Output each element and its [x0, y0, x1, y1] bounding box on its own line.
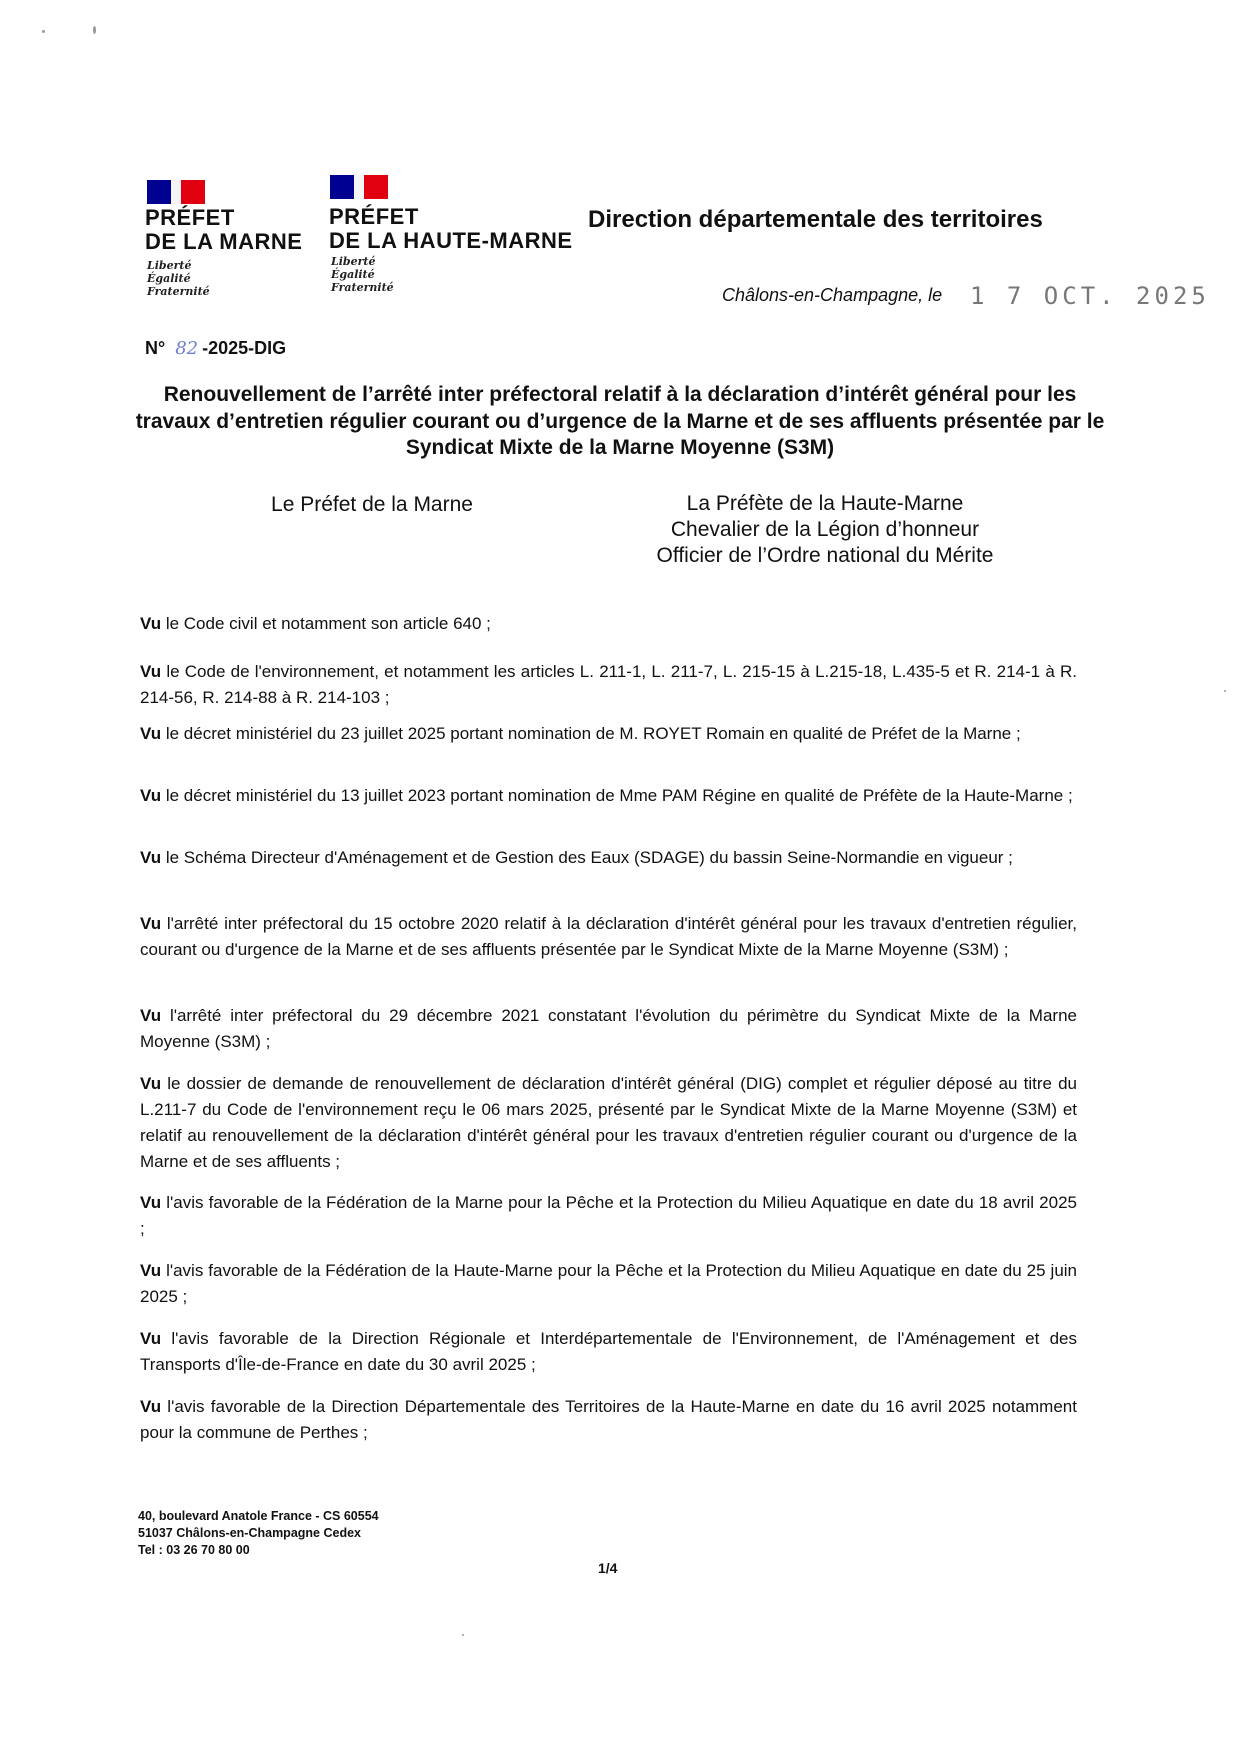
consideration-item: Vu le Code de l'environnement, et notamment les articles L. 211-1, L. 211-7, L. 215-15 à L.215-18, L.435-5 et R. 214-1 à R. 214-56, R. 214-88 à R. 214-103 ;: [140, 662, 1077, 707]
direction-title: Direction départementale des territoires: [588, 206, 1043, 233]
republic-motto: Liberté Égalité Fraternité: [331, 255, 394, 294]
page-number: 1/4: [598, 1560, 618, 1576]
consideration-item: Vu le décret ministériel du 23 juillet 2025 portant nomination de M. ROYET Romain en qualité de Préfet de la Marne ;: [140, 724, 1021, 743]
territory-label: DE LA HAUTE-MARNE: [329, 228, 573, 253]
consideration-item: Vu le décret ministériel du 13 juillet 2023 portant nomination de Mme PAM Régine en qualité de Préfète de la Haute-Marne ;: [140, 786, 1073, 805]
scan-speck: [462, 1634, 464, 1636]
consideration-item: Vu l'avis favorable de la Fédération de la Haute-Marne pour la Pêche et la Protection du Milieu Aquatique en date du 25 juin 2025 ;: [140, 1261, 1078, 1306]
consideration-item: Vu le Code civil et notamment son article 640 ;: [140, 614, 491, 633]
page-title: Renouvellement de l’arrêté inter préfectoral relatif à la déclaration d’intérêt général pour les travaux d’entretien régulier courant ou d’urgence de la Marne et de ses affluents présentée par le Syndicat Mixte de la Marne Moyenne (S3M): [135, 383, 1105, 459]
signatory-left: Le Préfet de la Marne: [271, 493, 473, 516]
handwritten-number: 82: [175, 338, 199, 359]
signatory-right: La Préfète de la Haute-Marne Chevalier de la Légion d’honneur Officier de l’Ordre national du Mérite: [656, 492, 994, 567]
french-flag-logo: [147, 180, 205, 204]
consideration-item: Vu l'avis favorable de la Fédération de la Marne pour la Pêche et la Protection du Milieu Aquatique en date du 18 avril 2025 ;: [140, 1193, 1077, 1238]
scan-speck: [42, 30, 45, 33]
consideration-item: Vu le dossier de demande de renouvellement de déclaration d'intérêt général (DIG) complet et régulier déposé au titre du L.211-7 du Code de l'environnement reçu le 06 mars 2025, présenté par le Syndicat Mixte de la Marne Moyenne (S3M) et relatif au renouvellement de la déclaration d'intérêt général pour les travaux d'entretien régulier courant ou d'urgence de la Marne et de ses affluents ;: [140, 1074, 1077, 1171]
consideration-item: Vu l'avis favorable de la Direction Départementale des Territoires de la Haute-Marne en date du 16 avril 2025 notamment pour la commune de Perthes ;: [140, 1397, 1077, 1442]
republic-motto: Liberté Égalité Fraternité: [147, 259, 210, 298]
prefet-label: PRÉFET: [145, 205, 235, 230]
scan-speck: [1224, 690, 1226, 692]
place-date-label: Châlons-en-Champagne, le: [722, 285, 943, 305]
date-stamp: 1 7 OCT. 2025: [970, 282, 1210, 310]
consideration-item: Vu l'avis favorable de la Direction Régionale et Interdépartementale de l'Environnement, de l'Aménagement et des Transports d'Île-de-France en date du 30 avril 2025 ;: [140, 1329, 1078, 1374]
footer-address: 40, boulevard Anatole France - CS 60554 51037 Châlons-en-Champagne Cedex Tel : 03 26 70 80 00: [138, 1509, 379, 1557]
territory-label: DE LA MARNE: [145, 229, 303, 254]
french-flag-logo: [330, 175, 388, 199]
scan-speck: [93, 26, 96, 34]
reference-number: N° 82 -2025-DIG: [145, 338, 287, 359]
consideration-item: Vu l'arrêté inter préfectoral du 15 octobre 2020 relatif à la déclaration d'intérêt général pour les travaux d'entretien régulier, courant ou d'urgence de la Marne et de ses affluents présentée par le Syndicat Mixte de la Marne Moyenne (S3M) ;: [140, 914, 1077, 959]
consideration-item: Vu l'arrêté inter préfectoral du 29 décembre 2021 constatant l'évolution du périmètre du Syndicat Mixte de la Marne Moyenne (S3M) ;: [140, 1006, 1077, 1051]
consideration-item: Vu le Schéma Directeur d'Aménagement et de Gestion des Eaux (SDAGE) du bassin Seine-Normandie en vigueur ;: [140, 848, 1013, 867]
prefet-label: PRÉFET: [329, 204, 419, 229]
